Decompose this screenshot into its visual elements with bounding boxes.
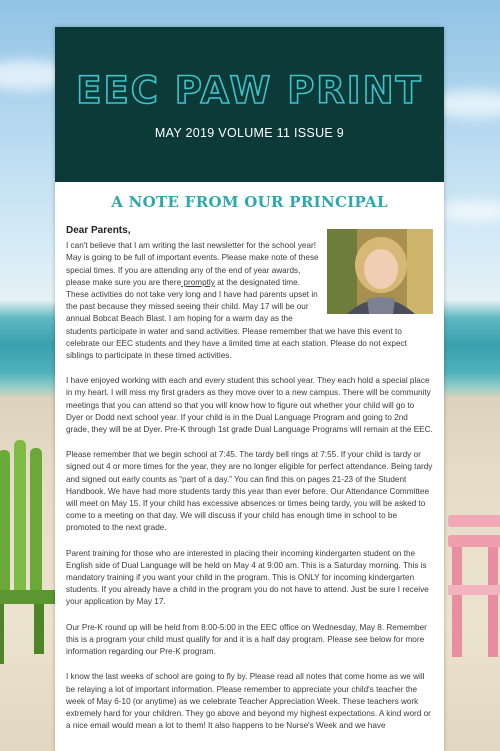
newsletter-header: [55, 27, 444, 182]
paragraph-1-text-b: at the designated time. These activities do not take very long and I have had parents upset in the past because they missed seeing their child. May 17 will be our annual Bobcat Beach Blast. I am hoping for a warm day as the students participate in water and sand activities. Please remember that we have this event to celebrate our EEC students and they have a limited time at each station. Please do not expect siblings to participate in these timed activities.: [66, 277, 407, 361]
paragraph-1-underlined: promptly: [181, 277, 215, 287]
newsletter-subtitle: MAY 2019 VOLUME 11 ISSUE 9: [154, 126, 345, 140]
paragraph-1-text-a: I can't believe that I am writing the last newsletter for the school year! May is going to be full of important events. Please make note of these special times. If you are attending any of the end of year awards, please make sure you are there: [66, 241, 319, 287]
paragraph-2: I have enjoyed working with each and every student this school year. They each hold a special place in my heart. I will miss my first graders as they move over to a new campus. There will be community meetings that you can attend so that you will know how to figure out whether your child will go to Dyer or Dodd next school year. If your child is in the Dual Language Program and going to 2nd grade, they will be at Dyer. Pre-K through 1st grade Dual Language Programs will remain at the EEC.: [66, 376, 433, 435]
section-heading: A NOTE FROM OUR PRINCIPAL: [111, 193, 388, 211]
paragraph-3: Please remember that we begin school at 7:45. The tardy bell rings at 7:55. If your child is tardy or signed out 4 or more times for the year, they are no longer eligible for perfect attendance. Being tardy and signed out early counts as “part of a day.” You can find this on pages 21-23 of the Student Handbook. We have had more students tardy this year than ever before. Our Attendance Committee will meet on May 15. If your child has excessive absences or times being tardy, you will be asked to come to a meeting on that day. We will discuss if your child has enough time in school to be promoted to the next grade.: [66, 450, 433, 533]
paragraph-6: I know the last weeks of school are going to fly by. Please read all notes that come home as we will be relaying a lot of important information. Please remember to appreciate your child's teacher the week of May 6-10 (or anytime) as we celebrate Teacher Appreciation Week. These teachers work extremely hard for your children. They go above and beyond my highest expectations. A kind word or a nice email would mean a lot to them! It also happens to be Nurse's Week and we have: [66, 672, 431, 731]
greeting: Dear Parents,: [66, 225, 131, 236]
pink-chair-image: [448, 505, 500, 665]
principal-note: [55, 211, 444, 732]
green-chair-image: [0, 440, 60, 670]
newsletter-title: EEC PAW PRINT: [76, 69, 423, 112]
principal-photo: [327, 229, 433, 314]
paragraph-4: Parent training for those who are interested in placing their incoming kindergarten student on the English side of Dual Language will be held on May 4 at 9:00 am. This is a Saturday morning. This is mandatory training if you want your child in the program. This is ONLY for incoming kindergarten students. If you already have a child in the program you do not have to attend. Just be sure I receive your application by May 17.: [66, 548, 429, 607]
newsletter-card: [55, 27, 444, 751]
paragraph-5: Our Pre-K round up will be held from 8:00-5:00 in the EEC office on Wednesday, May 8. Remember this is a program your child must qualify for and it is a half day program. Please see below for more information regarding our Pre-K program.: [66, 622, 427, 657]
